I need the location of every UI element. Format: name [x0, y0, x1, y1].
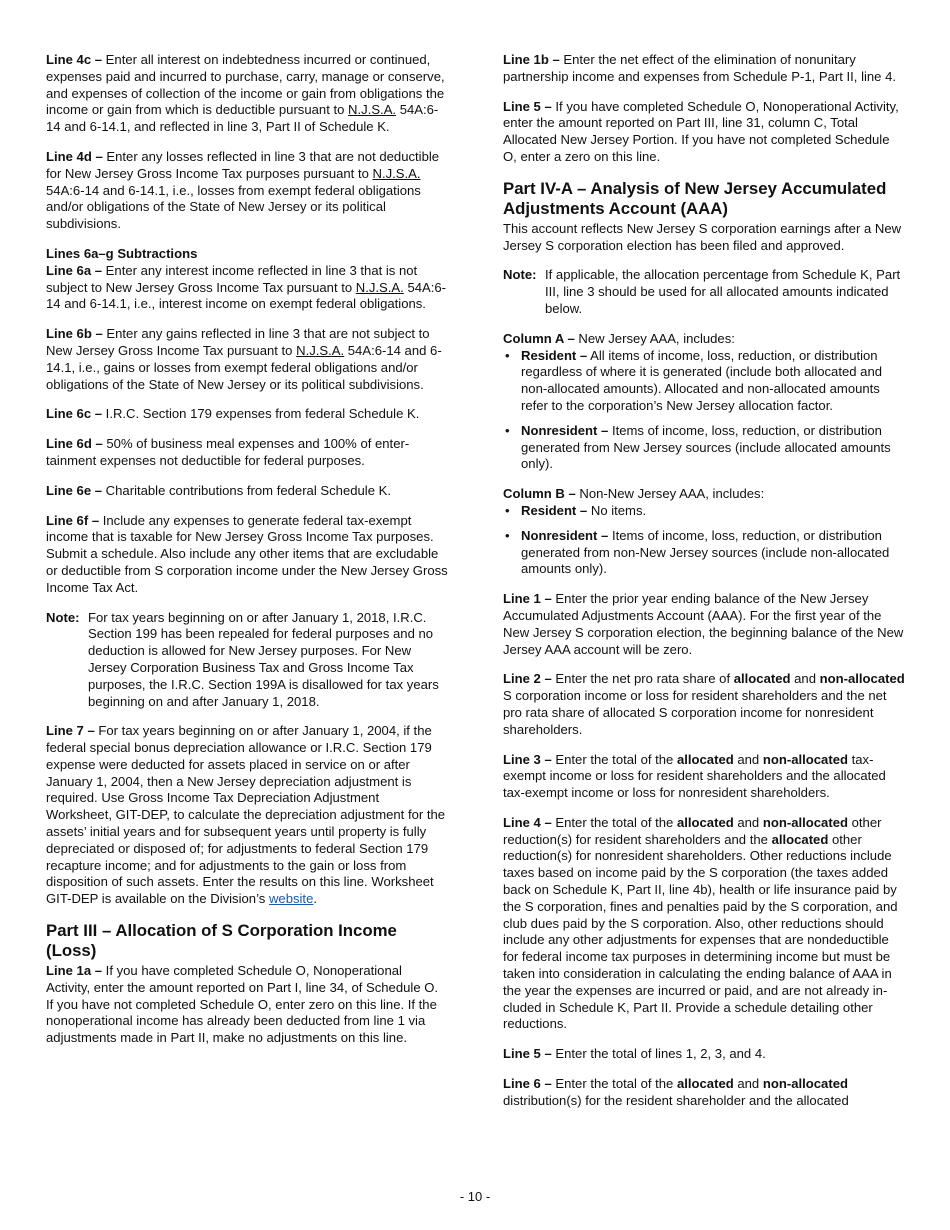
body-text: Enter any losses reflected in line 3 that are not deductible for New Jersey Gross Income Tax purposes pursuant to	[46, 148, 440, 181]
line-label: Line 6e –	[46, 482, 103, 498]
line-label: Line 4 –	[503, 814, 552, 830]
emphasis: allocated	[676, 1076, 734, 1092]
line-label: Line 6 –	[503, 1076, 552, 1092]
emphasis: allocated	[771, 831, 829, 847]
line-label: Line 4d –	[46, 148, 103, 164]
line-label: Line 4c –	[46, 52, 103, 67]
body-text: Enter any gains reflected in line 3 that are not subject to New Jersey Gross Income Tax pursuant to	[46, 326, 430, 358]
njsa-reference: N.J.S.A.	[296, 342, 345, 358]
line-6b-paragraph	[46, 326, 448, 393]
body-text: All items of income, loss, reduction, or distribution regardless of where it is generated (include both allocated and non-allocated amounts). Allocated and non-allocated amounts refer to the corporation’s New Jersey allocation factor.	[521, 347, 883, 413]
body-text: 50% of business meal expenses and 100% of entertainment expenses not deductible for federal purposes.	[46, 436, 410, 468]
part-iii-heading: Part III – Allocation of S Corporation Income (Loss)	[46, 921, 397, 961]
line-5-total-paragraph	[503, 1046, 905, 1063]
body-text: other reduction(s) for nonresident shareholders. Other reductions include taxes based on income paid by the S corporation (the taxes added back on Schedule K, Part II, line 4b), health or life insurance paid by the S corporation, fines and penalties paid by the S corporation, and club dues paid by the S corporation. Also, other reductions should include any other adjustments for expenses that are nondeductible for federal income tax purposes in determining income but must be taken into consideration in calculating the ending balance of AAA in the year the expenses are incurred or paid, and are not already included in Schedule K, Part II. Provide a schedule detailing other reductions.	[503, 831, 898, 1032]
body-text: Enter the net effect of the elimination of nonunitary partnership income and expenses from Schedule P-1, Part II, line 4.	[503, 52, 897, 84]
body-text: 54A:6-14 and 6-14.1, i.e., losses from exempt federal obligations and/or obligations of the State of New Jersey or its political subdivisions.	[46, 182, 421, 232]
body-text: Enter the total of the	[551, 814, 677, 830]
body-text: 54A:6-14 and 6-14.1, and reflected in line 3, Part II of Schedule K.	[46, 102, 439, 135]
body-text: and	[733, 1076, 763, 1092]
bullet: •	[505, 502, 510, 518]
item-label: Resident –	[521, 502, 588, 518]
column-b-heading	[503, 486, 905, 503]
item-label: Nonresident –	[521, 527, 609, 543]
left-column	[46, 52, 448, 1060]
line-3-paragraph	[503, 752, 905, 802]
body-text: and	[733, 751, 763, 767]
part-iv-a-heading: Part IV-A – Analysis of New Jersey Accumulated Adjustments Account (AAA)	[503, 178, 887, 218]
body-text: For tax years beginning on or after January 1, 2004, if the federal special bonus depreciation allowance or I.R.C. Section 179 expense were deducted for assets placed in service on or after January 1, 2004, then a New Jersey depreciation adjustment is required. Use Gross Income Tax Depreciation Adjustment Worksheet, GIT-DEP, to calculate the depreciation adjustment for the assets’ initial years and for subsequent years until property is fully depreciated or disposed of; for adjustments to federal Section 179 recapture income; and for adjustments to the gain or loss from disposition of such assets. Enter the results on this line. Worksheet GIT-DEP is available on the Division’s	[46, 723, 446, 907]
list-item	[503, 423, 905, 473]
body-text: 54A:6-14 and 6-14.1, i.e., interest income on exempt federal obligations.	[46, 279, 447, 312]
note-block	[503, 267, 905, 317]
body-text: .	[313, 891, 317, 907]
emphasis: allocated	[733, 671, 791, 687]
body-text: Items of income, loss, reduction, or distribution generated from New Jersey sources (include allocated amounts only).	[521, 422, 891, 472]
right-column	[503, 52, 905, 1123]
body-text: Enter the total of lines 1, 2, 3, and 4.	[551, 1046, 766, 1062]
body-text: distribution(s) for the resident shareholder and the allocated	[503, 1092, 849, 1108]
bullet: •	[505, 347, 510, 363]
line-6a-paragraph	[46, 263, 448, 313]
line-label: Line 6b –	[46, 326, 103, 342]
line-4-paragraph	[503, 815, 905, 1033]
body-text: Enter all interest on indebtedness incurred or continued, expenses paid and incurred to purchase, carry, manage or conserve, and expenses of collection of the income or gain from obligations the income or gain from which is deductible pursuant to	[46, 52, 445, 118]
body-text: Enter the net pro rata share of	[551, 671, 734, 687]
line-label: Line 5 –	[503, 98, 552, 114]
line-label: Line 6d –	[46, 436, 103, 452]
body-text: Charitable contributions from federal Schedule K.	[102, 482, 391, 498]
note-block	[46, 610, 448, 711]
list-item	[503, 528, 905, 578]
line-7-paragraph	[46, 723, 448, 908]
line-6c-paragraph	[46, 406, 448, 423]
line-6d-paragraph	[46, 436, 448, 470]
line-1b-paragraph	[503, 52, 905, 86]
line-label: Line 6f –	[46, 512, 100, 528]
line-1a-paragraph	[46, 963, 448, 1047]
body-text: Enter the prior year ending balance of the New Jersey Accumulated Adjustments Account (AAA). For the first year of the New Jersey S corporation election, the beginning balance of the New Jersey AAA account will be zero.	[503, 591, 904, 657]
column-label: Column B –	[503, 486, 576, 502]
line-label: Line 5 –	[503, 1046, 552, 1062]
line-6-paragraph	[503, 1076, 905, 1110]
emphasis: non-allocated	[762, 1076, 848, 1092]
body-text: No items.	[587, 502, 647, 518]
line-2-paragraph	[503, 671, 905, 738]
line-4c-paragraph	[46, 52, 448, 136]
body-text: Enter the total of the	[551, 751, 677, 767]
bullet: •	[505, 422, 510, 438]
line-label: Line 6a –	[46, 262, 103, 278]
emphasis: non-allocated	[762, 751, 848, 767]
line-1-paragraph	[503, 591, 905, 658]
line-label: Line 3 –	[503, 751, 552, 767]
body-text: Enter the total of the	[551, 1076, 677, 1092]
line-6f-paragraph	[46, 513, 448, 597]
body-text: Include any expenses to generate federal tax-exempt income that is taxable for New Jersey Gross Income Tax purposes. Submit a schedule. Also include any other items that are excludable or deductible from S corporation income under the New Jersey Gross Income Tax Act.	[46, 512, 448, 595]
body-text: and	[733, 814, 763, 830]
note-label: Note:	[46, 609, 80, 625]
page-number: - 10 -	[459, 1189, 491, 1204]
emphasis: non-allocated	[819, 671, 905, 687]
line-label: Line 6c –	[46, 406, 103, 422]
body-text: Items of income, loss, reduction, or distribution generated from non-New Jersey sources (include non-allocated amounts only).	[521, 527, 890, 577]
emphasis: allocated	[676, 751, 734, 767]
item-label: Nonresident –	[521, 422, 609, 438]
column-b-list	[503, 503, 905, 578]
body-text: and	[790, 671, 820, 687]
line-label: Line 2 –	[503, 671, 552, 687]
njsa-reference: N.J.S.A.	[348, 102, 397, 118]
aaa-intro: This account reflects New Jersey S corporation earnings after a New Jersey S corporation election has been filed and approved.	[503, 220, 902, 253]
subtractions-subheading: Lines 6a–g Subtractions	[46, 245, 198, 261]
body-text: I.R.C. Section 179 expenses from federal Schedule K.	[102, 406, 420, 422]
list-item	[503, 503, 905, 520]
line-5-paragraph	[503, 99, 905, 166]
emphasis: non-allocated	[762, 814, 848, 830]
line-label: Line 7 –	[46, 723, 95, 739]
note-label: Note:	[503, 267, 537, 283]
line-label: Line 1b –	[503, 52, 560, 67]
body-text: 54A:6-14 and 6-14.1, i.e., gains or losses from exempt federal obligations and/or obligations of the State of New Jersey or its political subdivisions.	[46, 342, 442, 392]
line-6e-paragraph	[46, 483, 448, 500]
body-text: other reduction(s) for resident shareholders and the	[503, 814, 882, 847]
note-text: For tax years beginning on or after January 1, 2018, I.R.C. Section 199 has been repealed for federal purposes and no deduction is allowed for New Jersey purposes. For New Jersey Corporation Business Tax and Gross Income Tax purposes, the I.R.C. Section 199A is disallowed for tax years beginning on and after January 1, 2018.	[88, 609, 439, 709]
emphasis: allocated	[676, 814, 734, 830]
item-label: Resident –	[521, 347, 588, 363]
line-label: Line 1 –	[503, 591, 552, 607]
body-text: If you have completed Schedule O, Nonoperational Activity, enter the amount reported on Part I, line 34, of Schedule O. If you have not completed Schedule O, enter zero on this line. If the nonoperational income has already been deducted from line 1 via adjustments made in Part II, make no adjustments on this line.	[46, 963, 439, 1046]
line-label: Line 1a –	[46, 963, 103, 979]
body-text: New Jersey AAA, includes:	[574, 330, 735, 346]
body-text: tax-exempt income or loss for resident shareholders and the allocated tax-exempt income or loss for nonresident shareholders.	[503, 751, 886, 801]
body-text: Enter any interest income reflected in line 3 that is not subject to New Jersey Gross Income Tax pursuant to	[46, 262, 418, 295]
bullet: •	[505, 527, 510, 543]
njsa-reference: N.J.S.A.	[372, 165, 421, 181]
body-text: S corporation income or loss for resident shareholders and the net pro rata share of allocated S corporation income for nonresident shareholders.	[503, 688, 887, 737]
column-a-list	[503, 348, 905, 474]
body-text: If you have completed Schedule O, Nonoperational Activity, enter the amount reported on Part III, line 31, column C, Total Allocated New Jersey Portion. If you have not completed Schedule O, enter a zero on this line.	[503, 98, 899, 164]
column-label: Column A –	[503, 330, 575, 346]
njsa-reference: N.J.S.A.	[355, 279, 404, 295]
website-link[interactable]: website	[268, 891, 314, 907]
list-item	[503, 348, 905, 415]
body-text: Non-New Jersey AAA, includes:	[575, 486, 765, 502]
note-text: If applicable, the allocation percentage from Schedule K, Part III, line 3 should be used for all allocated amounts indicated below.	[545, 267, 901, 316]
column-a-heading	[503, 331, 905, 348]
line-4d-paragraph	[46, 149, 448, 233]
